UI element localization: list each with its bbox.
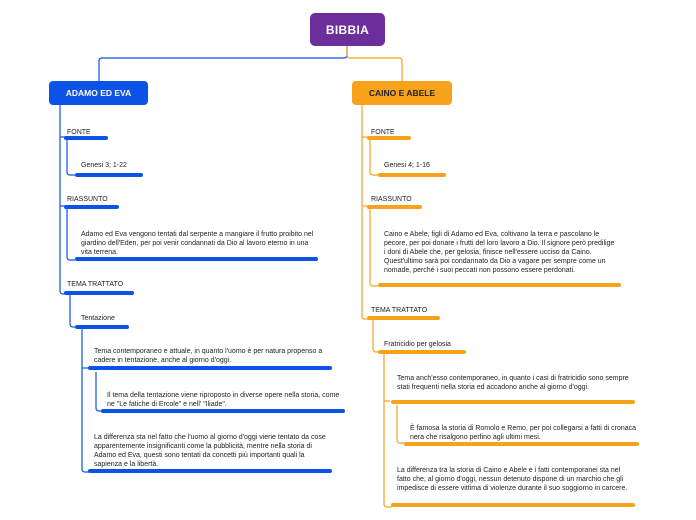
left-tema-value: Tentazione xyxy=(81,315,115,322)
branch-title: ADAMO ED EVA xyxy=(65,88,132,98)
right-note-1: Tema anch'esso contemporaneo, in quanto i casi di fratricidio sono sempre stati frequenti nella storia ed accadono anche al giorno d'oggi. xyxy=(397,375,629,391)
left-note-1-bar xyxy=(88,366,332,370)
left-fonte-value-bar xyxy=(75,173,143,177)
right-fonte-value-bar xyxy=(378,173,446,177)
left-note-3-bar xyxy=(88,469,332,473)
left-note-1: Tema contemporaneo e attuale, in quanto l'uomo è per natura propenso a cadere in tentazione, anche al giorno d'oggi. xyxy=(94,348,323,364)
left-riassunto-text: Adamo ed Eva vengono tentati dal serpente a mangiare il frutto proibito nel giardino dell'Eden, per poi venir condannati da Dio al lavoro eterno in una vita terrena. xyxy=(81,231,314,256)
left-note-2: Il tema della tentazione viene riproposto in diverse opere nella storia, come ne "Le fatiche di Ercole" e nell' "Iliade". xyxy=(107,392,340,408)
right-riassunto-text: Caino e Abele, figli di Adamo ed Eva, coltivano la terra e pascolano le pecore, per poi donare i frutti del loro lavoro a Dio. Il signore però predilige i doni di Abele che, per gelosia, finisce nell'essere ucciso da Caino. Quest'ultimo sarà poi condannato da Dio a vagare per sempre come un nomade, perché i suoi peccati non possono essere perdonati. xyxy=(384,231,615,274)
right-note-3: La differenza tra la storia di Caino e Abele e i fatti contemporanei sta nel fatto che, al giorno d'oggi, nessun detenuto dispone di un marchio che gli impedisce di essere vittima di violenze durante il suo soggiorno in carcere. xyxy=(397,467,628,492)
right-note-2-bar xyxy=(404,442,639,446)
right-note-2: È famosa la storia di Romolo e Remo, per poi collegarsi a fatti di cronaca nera che risalgono perfino agli ultimi mesi. xyxy=(410,425,637,441)
right-riassunto-bar xyxy=(367,205,422,209)
left-fonte-value: Genesi 3; 1-22 xyxy=(81,162,127,169)
right-note-3-bar xyxy=(391,503,635,507)
left-riassunto-label: RIASSUNTO xyxy=(67,196,108,203)
right-fonte-value: Genesi 4; 1-16 xyxy=(384,162,430,169)
right-tema-value: Fratricidio per gelosia xyxy=(384,341,451,348)
left-fonte-bar xyxy=(64,136,108,140)
branch-caino-e-abele[interactable] xyxy=(352,81,452,105)
root-title: BIBBIA xyxy=(325,22,370,37)
right-riassunto-text-bar xyxy=(378,283,621,287)
right-note-1-bar xyxy=(391,400,635,404)
left-riassunto-text-bar xyxy=(75,257,318,261)
right-tema-label: TEMA TRATTATO xyxy=(371,307,428,314)
branch-title: CAINO E ABELE xyxy=(368,88,436,98)
branch-adamo-ed-eva[interactable] xyxy=(49,81,148,105)
left-note-2-bar xyxy=(101,409,345,413)
right-fonte-label: FONTE xyxy=(371,129,395,136)
left-tema-value-bar xyxy=(75,325,129,329)
left-tema-bar xyxy=(64,291,134,295)
right-fonte-bar xyxy=(367,136,411,140)
right-tema-value-bar xyxy=(378,350,466,354)
right-riassunto-label: RIASSUNTO xyxy=(371,196,412,203)
right-tema-bar xyxy=(367,316,440,320)
left-riassunto-bar xyxy=(64,205,119,209)
left-note-3: La differenza sta nel fatto che l'uomo al giorno d'oggi viene tentato da cose apparentemente insignificanti come la pubblicità, mentre nella storia di Adamo ed Eva, questi sono tentati da concetti più importanti quali la sapienza e la libertà. xyxy=(94,434,326,468)
left-tema-label: TEMA TRATTATO xyxy=(67,281,124,288)
root-node[interactable] xyxy=(310,13,385,46)
left-fonte-label: FONTE xyxy=(67,129,91,136)
